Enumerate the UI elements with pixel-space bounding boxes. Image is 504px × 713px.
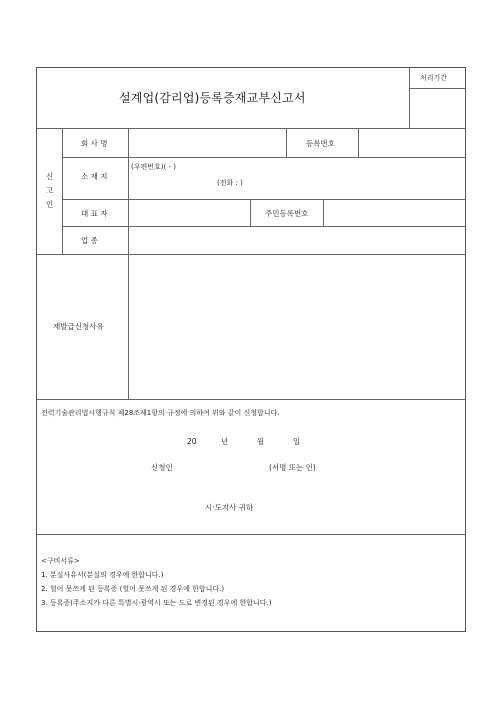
signature-label: (서명 또는 인) — [269, 463, 316, 472]
date-month-label: 월 — [257, 437, 265, 446]
date-day-label: 일 — [293, 437, 301, 446]
attachment-item-3: 3. 등록증(주소지가 다른 특별시·광역시 또는 도로 변경된 경우에 한합니다.) — [41, 599, 272, 607]
statement-text: 전력기술관리법시행규칙 제28조제1항의 규정에 의하여 위와 같이 신청합니다. — [41, 409, 280, 417]
company-name-field[interactable] — [129, 129, 285, 156]
applicant-section-char-3: 인 — [46, 200, 54, 209]
reason-bottom-line — [37, 399, 466, 400]
applicant-section-char-1: 신 — [46, 172, 54, 181]
business-label: 업 종 — [81, 236, 98, 245]
registration-number-label: 등록번호 — [306, 139, 335, 148]
address-field[interactable] — [129, 158, 465, 198]
attachments-heading: <구비서류> — [41, 557, 80, 565]
processing-period-divider — [409, 88, 466, 89]
representative-label: 대 표 자 — [81, 209, 108, 218]
processing-period-label: 처리기간 — [420, 74, 448, 82]
representative-field[interactable] — [129, 200, 249, 225]
business-field[interactable] — [129, 227, 465, 253]
applicant-section-divider — [62, 128, 63, 254]
address-label: 소 재 지 — [81, 172, 108, 181]
phone-text: (전화 : ) — [217, 179, 243, 187]
postal-code-text: (우편번호)( - ) — [131, 163, 176, 171]
reason-field[interactable] — [129, 255, 465, 398]
resident-number-label: 주민등록번호 — [265, 209, 309, 218]
form-title: 설계업(감리업)등록증재교부신고서 — [119, 91, 306, 105]
registration-number-field[interactable] — [359, 129, 465, 156]
attachment-item-1: 1. 분실사유서(분실의 경우에 한합니다.) — [41, 571, 164, 579]
reason-label: 재발급신청사유 — [53, 322, 104, 331]
applicant-signature-field[interactable] — [187, 458, 267, 476]
date-year-label: 년 — [221, 437, 229, 446]
recipient-text: 시·도지사 귀하 — [205, 503, 254, 512]
applicant-label: 신청인 — [151, 463, 173, 472]
application-form — [36, 67, 466, 632]
date-year-prefix: 20 — [187, 437, 197, 446]
title-divider — [409, 68, 410, 128]
attachment-item-2: 2. 헐어 못쓰게 된 등록증 (헐어 못쓰게 된 경우에 한합니다.) — [41, 585, 225, 593]
statement-bottom-line — [37, 534, 466, 535]
resident-number-field[interactable] — [324, 200, 465, 225]
row3-divider-a — [250, 199, 251, 226]
company-name-label: 회 사 명 — [81, 139, 108, 148]
applicant-section-char-2: 고 — [46, 186, 54, 195]
row1-divider-a — [286, 128, 287, 157]
